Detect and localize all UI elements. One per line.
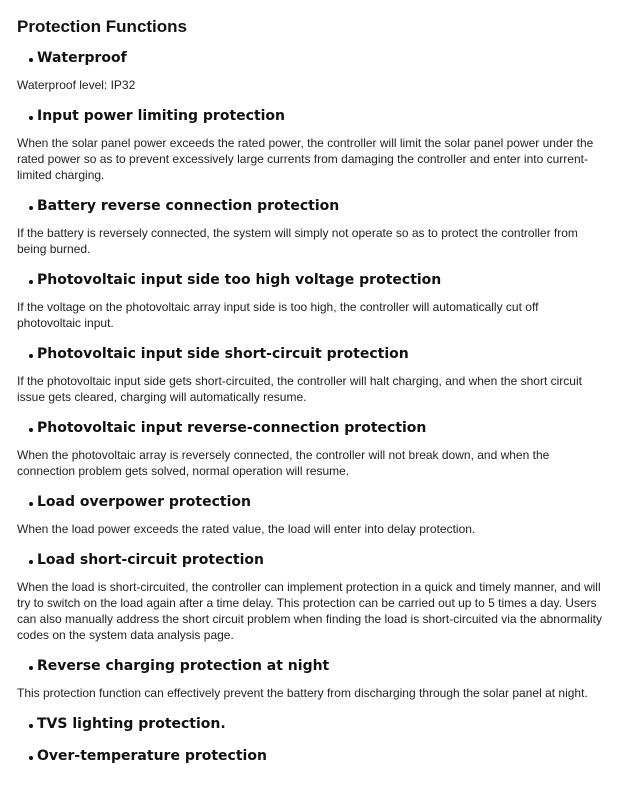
section-reverse-charging-night (17, 656, 602, 701)
section-body: If the photovoltaic input side gets short-circuited, the controller will halt charging, and when the short circuit issue gets cleared, charging will automatically resume. (17, 374, 582, 404)
section-body: Waterproof level: IP32 (17, 78, 136, 92)
section-body: If the battery is reversely connected, the system will simply not operate so as to protect the controller from being burned. (17, 226, 578, 256)
bullet-icon (29, 354, 33, 358)
section-over-temperature (17, 746, 602, 766)
section-body: When the load is short-circuited, the controller can implement protection in a quick and timely manner, and will try to switch on the load again after a time delay. This protection can be carried out up to 5 times a day. Users can also manually address the short circuit problem when finding the load is short-circuited via the abnormality codes on the system data analysis page. (17, 580, 602, 642)
section-heading-text: Photovoltaic input side short-circuit protection (37, 346, 409, 362)
section-heading (29, 196, 602, 216)
document-page (17, 17, 602, 778)
bullet-icon (29, 280, 33, 284)
section-heading (29, 714, 602, 734)
section-heading (29, 550, 602, 570)
section-heading (29, 106, 602, 126)
section-body: When the solar panel power exceeds the rated power, the controller will limit the solar panel power under the rated power so as to prevent excessively large currents from damaging the controller and enter into current-limited charging. (17, 136, 594, 182)
section-heading-text: Over-temperature protection (37, 748, 267, 764)
bullet-icon (29, 58, 33, 62)
section-heading-text: Input power limiting protection (37, 108, 286, 124)
section-heading-text: Load short-circuit protection (37, 552, 264, 568)
bullet-icon (29, 206, 33, 210)
section-heading-text: Photovoltaic input side too high voltage protection (37, 272, 442, 288)
page-title: Protection Functions (17, 17, 187, 36)
bullet-icon (29, 116, 33, 120)
section-battery-reverse (17, 196, 602, 257)
section-heading (29, 656, 602, 676)
section-tvs-lighting (17, 714, 602, 734)
section-heading-text: Waterproof (37, 50, 127, 66)
section-body: This protection function can effectively prevent the battery from discharging through the solar panel at night. (17, 686, 588, 700)
section-heading (29, 270, 602, 290)
bullet-icon (29, 666, 33, 670)
section-body: If the voltage on the photovoltaic array input side is too high, the controller will automatically cut off photovoltaic input. (17, 300, 539, 330)
section-body: When the load power exceeds the rated value, the load will enter into delay protection. (17, 522, 476, 536)
section-pv-short-circuit (17, 344, 602, 405)
bullet-icon (29, 502, 33, 506)
bullet-icon (29, 560, 33, 564)
section-load-overpower (17, 492, 602, 537)
section-body: When the photovoltaic array is reversely connected, the controller will not break down, and when the connection problem gets solved, normal operation will resume. (17, 448, 550, 478)
section-heading (29, 344, 602, 364)
section-input-power-limiting (17, 106, 602, 183)
section-heading (29, 492, 602, 512)
section-heading (29, 746, 602, 766)
bullet-icon (29, 724, 33, 728)
section-heading-text: Load overpower protection (37, 494, 251, 510)
section-heading-text: Photovoltaic input reverse-connection protection (37, 420, 427, 436)
section-load-short-circuit (17, 550, 602, 643)
section-waterproof (17, 48, 602, 93)
section-heading-text: TVS lighting protection. (37, 716, 226, 732)
bullet-icon (29, 428, 33, 432)
section-heading (29, 48, 602, 68)
section-pv-high-voltage (17, 270, 602, 331)
section-pv-reverse-connection (17, 418, 602, 479)
section-heading (29, 418, 602, 438)
section-heading-text: Battery reverse connection protection (37, 198, 340, 214)
bullet-icon (29, 756, 33, 760)
section-heading-text: Reverse charging protection at night (37, 658, 330, 674)
